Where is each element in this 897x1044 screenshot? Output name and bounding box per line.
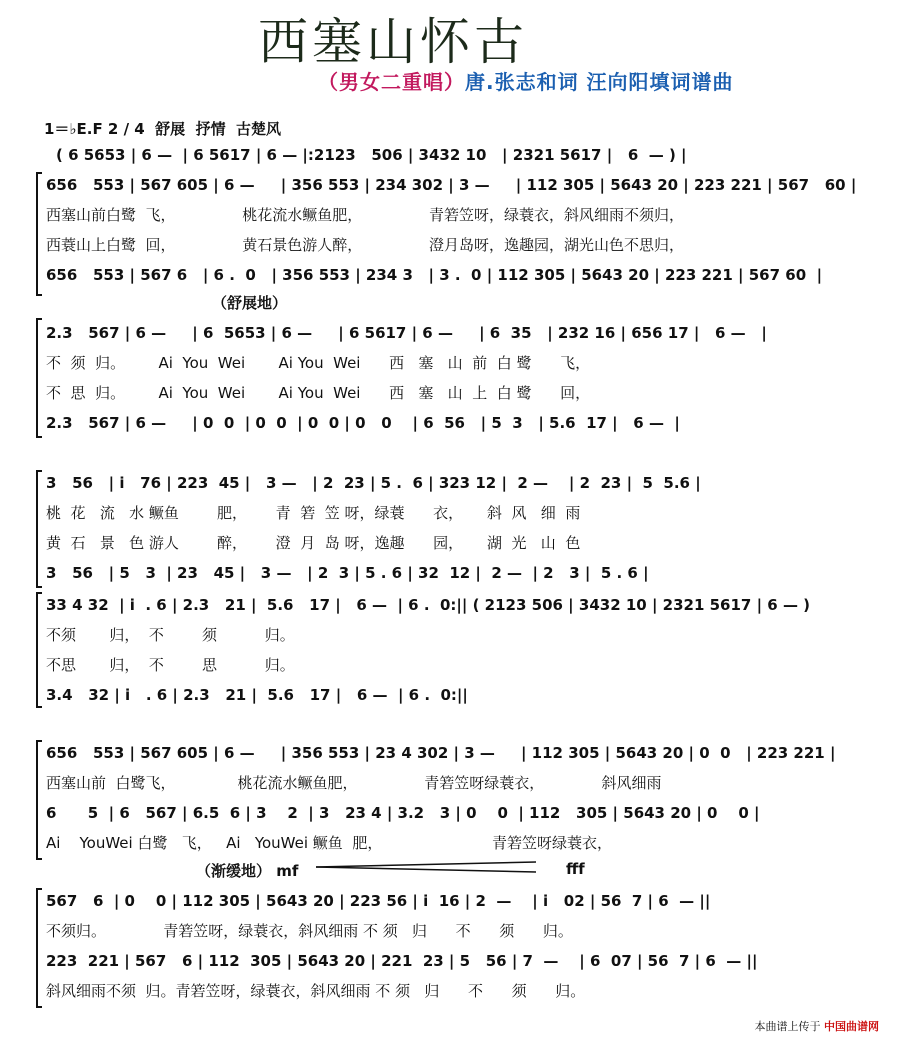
system-brace (36, 172, 42, 296)
dynamic-mark: fff (566, 860, 585, 878)
lyrics-verse2: 不 思 归。 Ai You Wei Ai You Wei 西 塞 山 上 白 鹭 回， (46, 384, 591, 402)
lyrics-verse2: 不思 归， 不 思 归。 (46, 656, 295, 674)
upper-voice-notes: 33 4 32 | i . 6 | 2.3 21 | 5.6 17 | 6 — | 6 . 0:|| ( 2123 506 | 3432 10 | 2321 5617 | 6 — ) (46, 596, 811, 614)
lower-voice-notes: 3 56 | 5 3 | 23 45 | 3 — | 2 3 | 5 . 6 | 32 12 | 2 — | 2 3 | 5 . 6 | (46, 564, 649, 582)
footer-credit (755, 1018, 880, 1034)
lyrics-verse1: 不须 归， 不 须 归。 (46, 626, 295, 644)
subtitle (318, 66, 734, 95)
system-brace (36, 318, 42, 438)
performance-type: （男女二重唱） (318, 70, 465, 94)
upper-voice-notes: 656 553 | 567 605 | 6 — | 356 553 | 23 4 302 | 3 — | 112 305 | 5643 20 | 0 0 | 223 221 | (46, 744, 836, 762)
upper-voice-notes: 2.3 567 | 6 — | 6 5653 | 6 — | 6 5617 | 6 — | 6 35 | 232 16 | 656 17 | 6 — | (46, 324, 767, 342)
credits: 唐.张志和词 汪向阳填词谱曲 (465, 70, 734, 94)
footer-text: 本曲谱上传于 (754, 1020, 821, 1033)
lower-voice-notes: 2.3 567 | 6 — | 0 0 | 0 0 | 0 0 | 0 0 | 6 56 | 5 3 | 5.6 17 | 6 — | (46, 414, 680, 432)
crescendo-hairpin (316, 860, 536, 874)
site-logo: 中国曲谱网 (824, 1020, 879, 1033)
upper-voice-notes: 567 6 | 0 0 | 112 305 | 5643 20 | 223 56 | i 16 | 2 — | i 02 | 56 7 | 6 — || (46, 892, 711, 910)
intro-line: ( 6 5653 | 6 — | 6 5617 | 6 — |:2123 506 | 3432 10 | 2321 5617 | 6 — ) | (56, 146, 687, 164)
system-brace (36, 592, 42, 708)
system-brace (36, 888, 42, 1008)
lyrics-verse2: Ai YouWei 白鹭 飞， Ai YouWei 鳜鱼 肥， 青箬笠呀绿蓑衣， (46, 834, 612, 852)
system-brace (36, 740, 42, 860)
lyrics-verse1: 桃 花 流 水 鳜鱼 肥， 青 箬 笠 呀，绿蓑 衣， 斜 风 细 雨 (46, 504, 581, 522)
lower-voice-notes: 3.4 32 | i . 6 | 2.3 21 | 5.6 17 | 6 — | 6 . 0:|| (46, 686, 468, 704)
expression-mark: （渐缓地） mf (196, 862, 299, 880)
upper-voice-notes: 656 553 | 567 605 | 6 — | 356 553 | 234 302 | 3 — | 112 305 | 5643 20 | 223 221 | 567 60 | (46, 176, 857, 194)
lyrics-verse1: 不须归。 青箬笠呀，绿蓑衣，斜风细雨 不 须 归 不 须 归。 (46, 922, 573, 940)
lyrics-verse1: 西塞山前白鹭 飞， 桃花流水鳜鱼肥， 青箬笠呀，绿蓑衣，斜风细雨不须归， (46, 206, 685, 224)
lower-voice-notes: 6 5 | 6 567 | 6.5 6 | 3 2 | 3 23 4 | 3.2 3 | 0 0 | 112 305 | 5643 20 | 0 0 | (46, 804, 760, 822)
lower-voice-notes: 656 553 | 567 6 | 6 . 0 | 356 553 | 234 3 | 3 . 0 | 112 305 | 5643 20 | 223 221 | 567 60 | (46, 266, 823, 284)
lyrics-verse1: 西塞山前 白鹭飞， 桃花流水鳜鱼肥， 青箬笠呀绿蓑衣， 斜风细雨 (46, 774, 662, 792)
system-brace (36, 470, 42, 588)
lyrics-verse1: 不 须 归。 Ai You Wei Ai You Wei 西 塞 山 前 白 鹭 飞， (46, 354, 591, 372)
key-signature-line: 1＝♭E.F 2 / 4 舒展 抒情 古楚风 (44, 120, 282, 138)
lyrics-verse2: 西蓑山上白鹭 回， 黄石景色游人醉， 澄月岛呀，逸趣园，湖光山色不思归， (46, 236, 685, 254)
upper-voice-notes: 3 56 | i 76 | 223 45 | 3 — | 2 23 | 5 . 6 | 323 12 | 2 — | 2 23 | 5 5.6 | (46, 474, 701, 492)
lyrics-verse2: 黄 石 景 色 游人 醉， 澄 月 岛 呀，逸趣 园， 湖 光 山 色 (46, 534, 581, 552)
lyrics-verse2: 斜风细雨不须 归。青箬笠呀，绿蓑衣，斜风细雨 不 须 归 不 须 归。 (46, 982, 586, 1000)
song-title: 西塞山怀古 (258, 13, 528, 71)
lower-voice-notes: 223 221 | 567 6 | 112 305 | 5643 20 | 221 23 | 5 56 | 7 — | 6 07 | 56 7 | 6 — || (46, 952, 758, 970)
expression-mark: （舒展地） (212, 294, 288, 312)
